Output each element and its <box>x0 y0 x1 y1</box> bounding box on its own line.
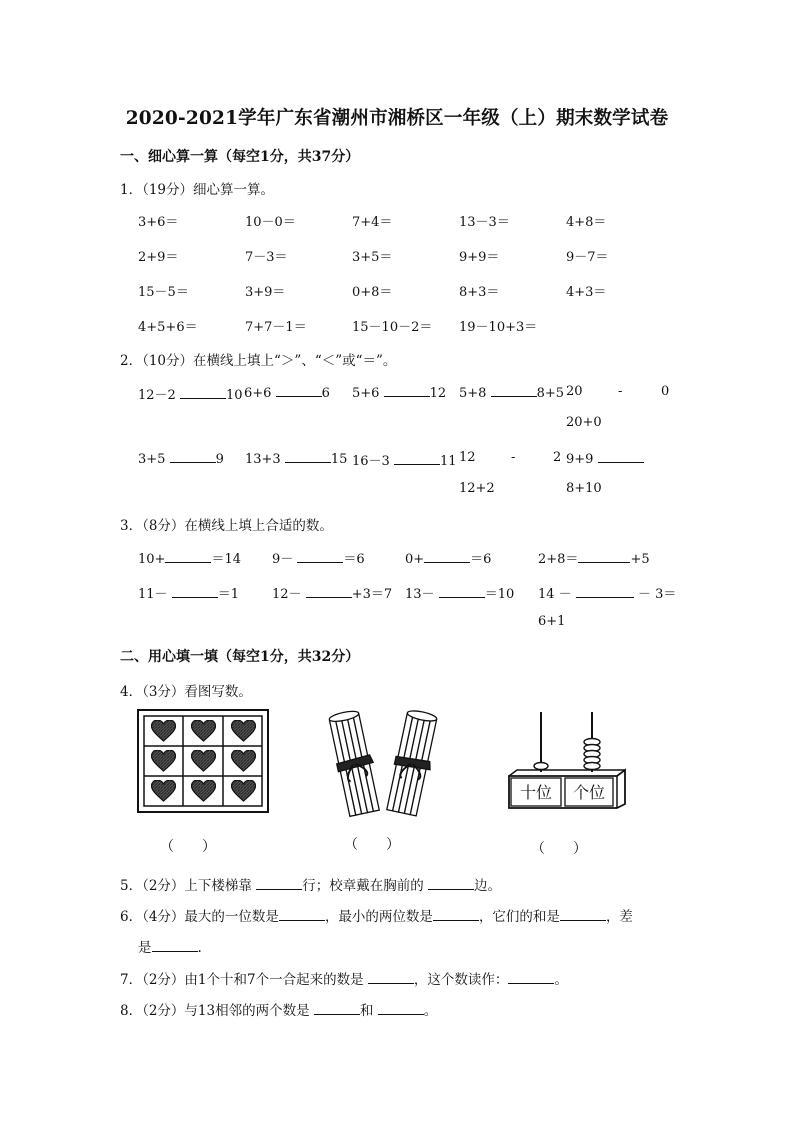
q1-cell: 4+5+6＝ <box>138 320 198 335</box>
q1-cell: 3+5＝ <box>352 250 393 265</box>
answer-blank[interactable] <box>279 908 325 921</box>
section-2-heading: 二、用心填一填（每空1分，共32分） <box>120 649 360 665</box>
q1-cell: 4+3＝ <box>566 285 607 300</box>
answer-blank[interactable] <box>578 550 630 563</box>
abacus-label-ones: 个位 <box>572 783 606 802</box>
q2-item-text: 8+10 <box>566 481 602 496</box>
q3-item: 12－ +3＝7 <box>272 587 393 602</box>
q3-label: 3．（8分）在横线上填上合适的数。 <box>120 518 333 534</box>
answer-blank[interactable] <box>165 550 211 563</box>
q1-cell: 3+9＝ <box>245 285 286 300</box>
q1-cell: 19－10+3＝ <box>459 320 538 335</box>
q6-line: 6．（4分）最大的一位数是 ，最小的两位数是 ，它们的和是 ，差 <box>120 909 633 925</box>
q6-line-2: 是 . <box>138 940 202 956</box>
q3-item: 2+8＝ +5 <box>538 552 650 567</box>
q1-cell: 2+9＝ <box>138 250 179 265</box>
answer-blank[interactable] <box>297 550 343 563</box>
q1-cell: 9+9＝ <box>459 250 500 265</box>
q3-item: 13－ ＝10 <box>405 587 515 602</box>
abacus-image <box>505 710 630 812</box>
q1-cell: 15－10－2＝ <box>352 320 433 335</box>
page-title: 2020-2021学年广东省潮州市湘桥区一年级（上）期末数学试卷 <box>125 108 669 129</box>
section-1-heading: 一、细心算一算（每空1分，共37分） <box>120 149 360 165</box>
q1-cell: 0+8＝ <box>352 285 393 300</box>
answer-blank[interactable] <box>560 908 606 921</box>
answer-blank[interactable] <box>276 384 322 397</box>
q2-item: 13+3 15 <box>245 452 348 467</box>
stick-bundles-image <box>326 708 446 823</box>
answer-blank[interactable] <box>598 450 644 463</box>
q4-answer-2[interactable]: （ ） <box>344 837 400 853</box>
q3-item: 10+ ＝14 <box>138 552 241 567</box>
q1-cell: 13－3＝ <box>459 215 510 230</box>
q2-item: 3+5 9 <box>138 452 224 467</box>
answer-blank[interactable] <box>491 384 537 397</box>
q3-item-text: 6+1 <box>538 614 566 629</box>
q3-item: 14 － － 3＝ <box>538 587 677 602</box>
q2-item-text: 12+2 <box>459 481 495 496</box>
hearts-box-image <box>136 708 271 814</box>
q2-item-text: 20 <box>566 384 583 399</box>
answer-blank[interactable] <box>384 384 430 397</box>
answer-blank[interactable] <box>433 908 479 921</box>
answer-blank[interactable] <box>172 585 218 598</box>
answer-blank[interactable] <box>428 877 474 890</box>
answer-blank[interactable] <box>314 1002 360 1015</box>
answer-blank[interactable] <box>285 450 331 463</box>
q3-item: 9－ ＝6 <box>272 552 365 567</box>
q1-cell: 9－7＝ <box>566 250 609 265</box>
q2-item-text: - <box>511 450 516 465</box>
answer-blank[interactable] <box>394 452 440 465</box>
answer-blank[interactable] <box>576 585 634 598</box>
answer-blank[interactable] <box>152 939 198 952</box>
answer-blank[interactable] <box>439 585 485 598</box>
q2-item: 16－3 11 <box>352 454 457 469</box>
q1-cell: 4+8＝ <box>566 215 607 230</box>
q1-cell: 10－0＝ <box>245 215 296 230</box>
q2-item-text: - <box>618 384 623 399</box>
answer-blank[interactable] <box>180 386 226 399</box>
q2-item: 6+6 6 <box>244 386 330 401</box>
answer-blank[interactable] <box>170 450 216 463</box>
q1-cell: 8+3＝ <box>459 285 500 300</box>
q3-item: 0+ ＝6 <box>405 552 492 567</box>
q8-line: 8．（2分）与13相邻的两个数是 和 。 <box>120 1003 438 1019</box>
q1-cell: 15－5＝ <box>138 285 189 300</box>
q2-item-text: 20+0 <box>566 415 602 430</box>
q2-item: 5+6 12 <box>352 386 447 401</box>
q2-item: 9+9 <box>566 450 644 467</box>
q2-item-text: 12 <box>459 450 476 465</box>
answer-blank[interactable] <box>424 550 470 563</box>
q3-item: 11－ ＝1 <box>138 587 239 602</box>
answer-blank[interactable] <box>378 1002 424 1015</box>
q4-label: 4．（3分）看图写数。 <box>120 684 252 700</box>
q1-cell: 3+6＝ <box>138 215 179 230</box>
abacus-label-tens: 十位 <box>519 783 553 802</box>
q4-answer-3[interactable]: （ ） <box>531 841 587 857</box>
q1-cell: 7－3＝ <box>245 250 288 265</box>
q1-cell: 7+7－1＝ <box>245 320 307 335</box>
q2-item-text: 0 <box>661 384 670 399</box>
q2-item: 5+8 8+5 <box>459 386 565 401</box>
q5-line: 5．（2分）上下楼梯靠 行；校章戴在胸前的 边。 <box>120 878 502 894</box>
q1-cell: 7+4＝ <box>352 215 393 230</box>
q2-label: 2．（10分）在横线上填上“＞”、“＜”或“＝”。 <box>120 353 397 369</box>
q2-item: 12－2 10 <box>138 388 243 403</box>
q2-item-text: 2 <box>553 450 562 465</box>
answer-blank[interactable] <box>256 877 302 890</box>
answer-blank[interactable] <box>306 585 352 598</box>
answer-blank[interactable] <box>368 971 414 984</box>
answer-blank[interactable] <box>508 971 554 984</box>
q7-line: 7．（2分）由1个十和7个一合起来的数是 ，这个数读作： 。 <box>120 972 568 988</box>
q4-answer-1[interactable]: （ ） <box>160 839 216 855</box>
q1-label: 1．（19分）细心算一算。 <box>120 182 275 198</box>
